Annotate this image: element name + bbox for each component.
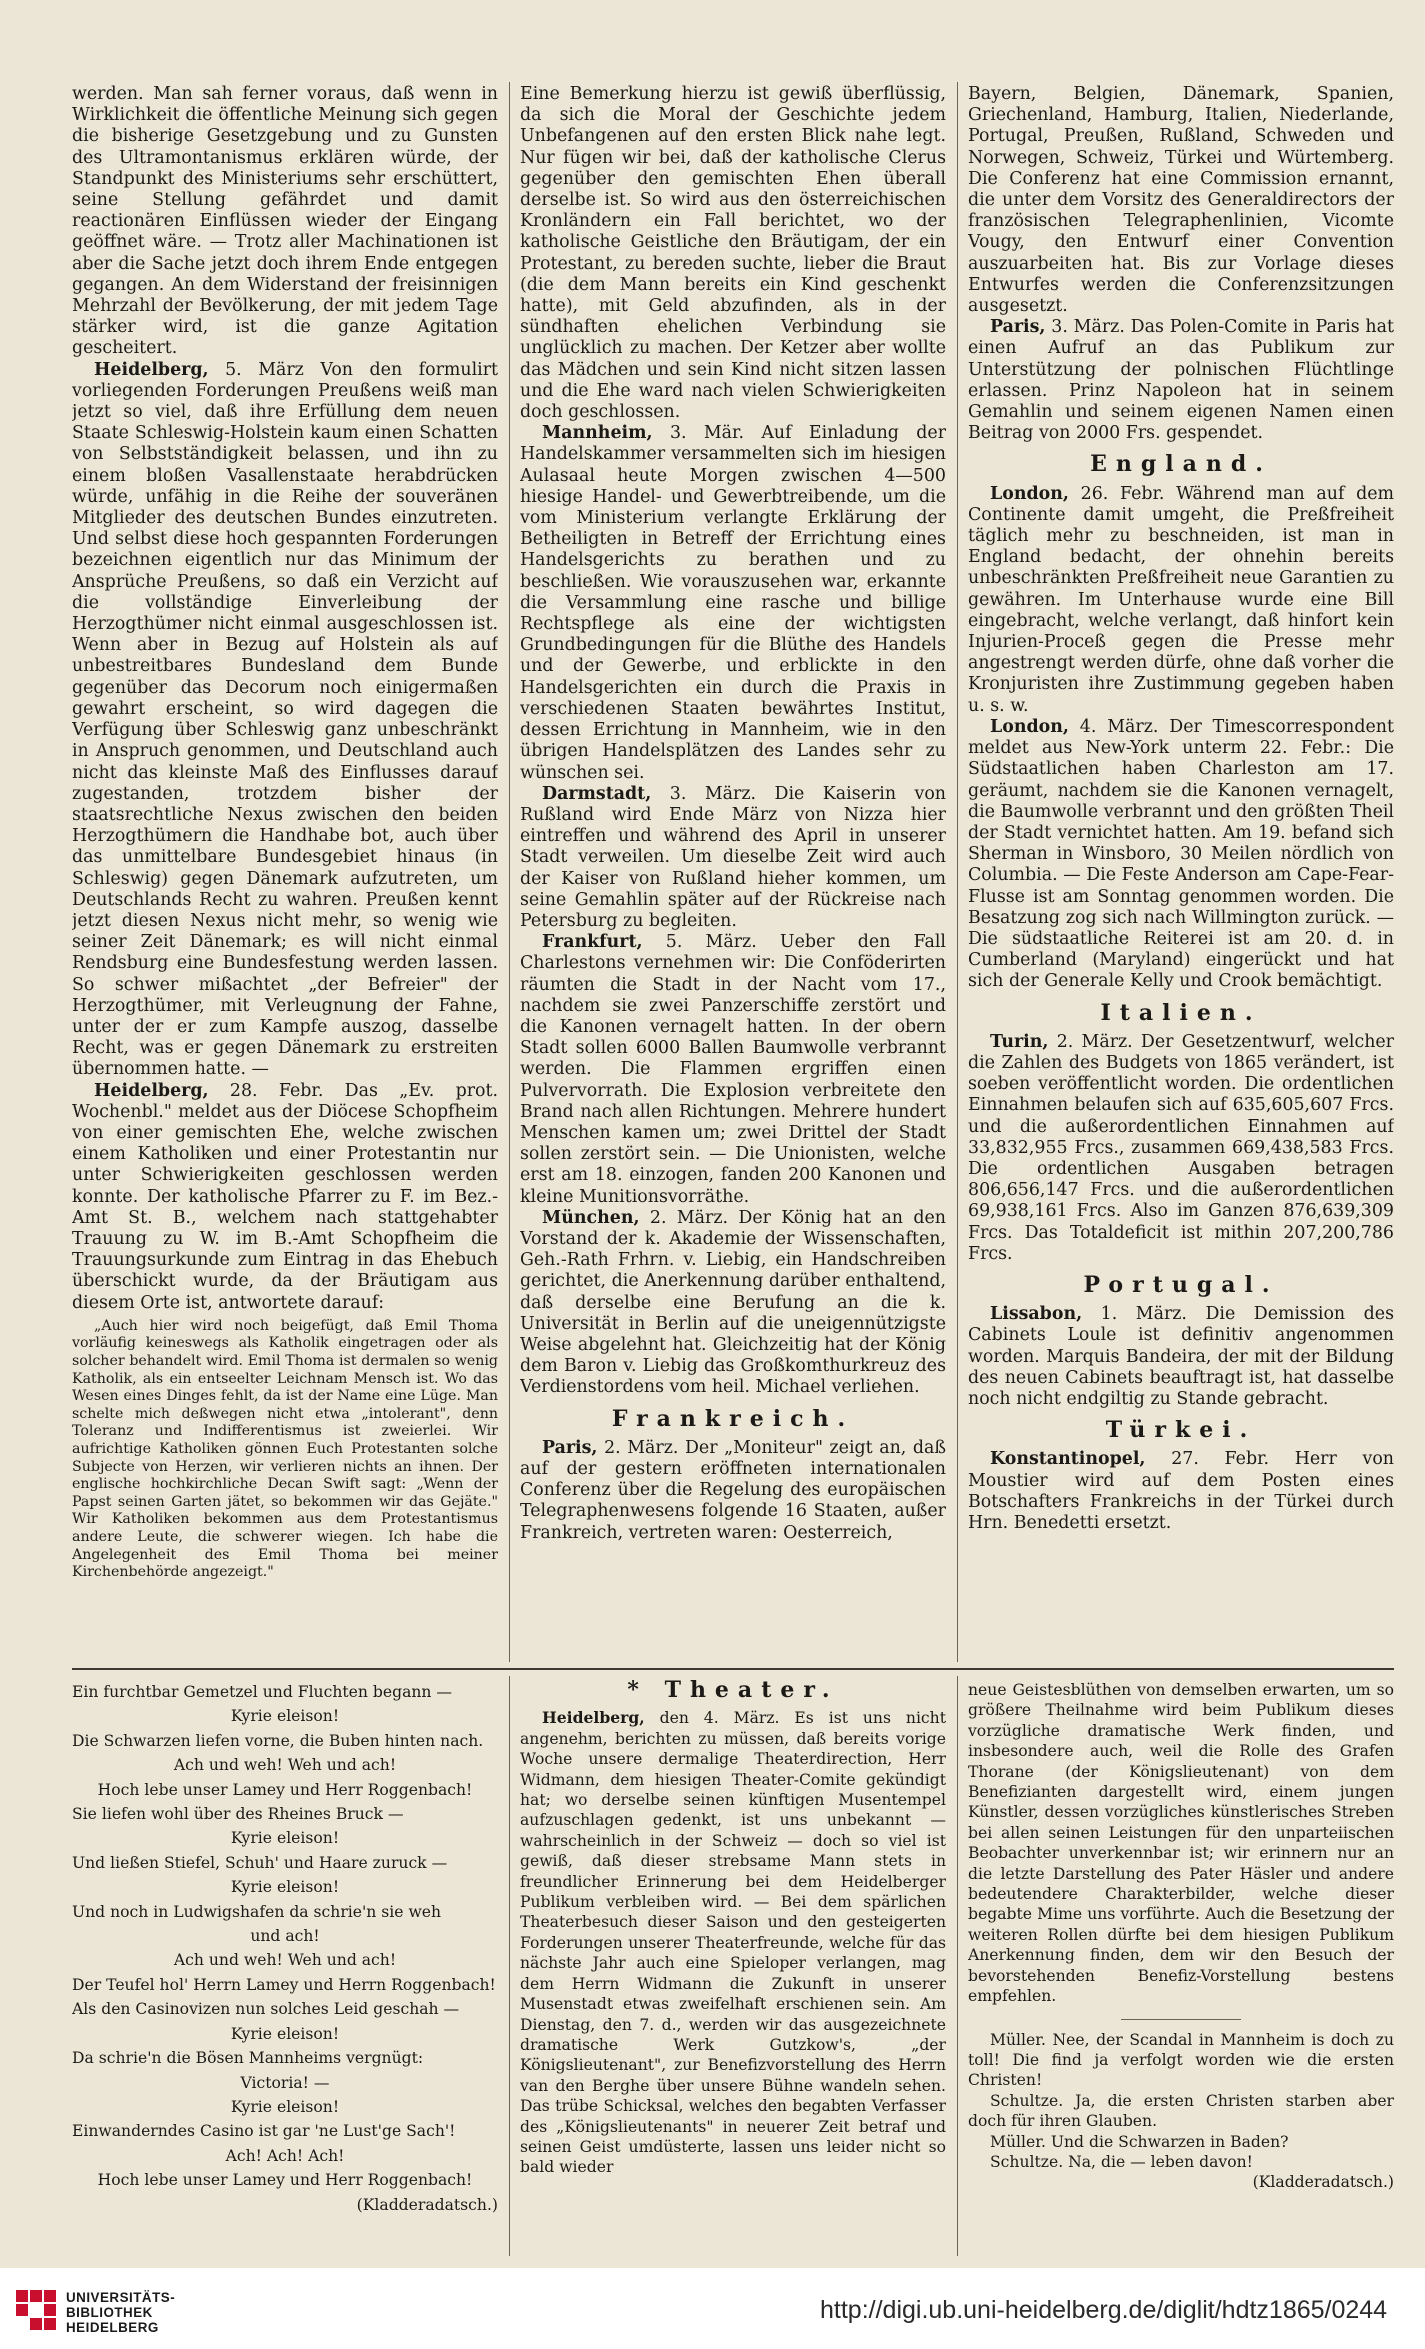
col1-p3-place: Heidelberg, [94,1080,209,1101]
poem-line-16: Da schrie'n die Bösen Mannheims vergnügt: [72,2049,424,2068]
col2-p3-text: 3. März. Die Kaiserin von Rußland wird Ende März von Nizza hier eintreffen und während des April in unserer Stadt verweilen. Um dieselbe Zeit wird auch der Kaiser von Rußland hieher kommen, um seine Gemahlin später auf der Rückreise nach Petersburg zu begleiten. [520,783,946,931]
col3-p5-text: 2. März. Der Gesetzentwurf, welcher die Zahlen des Budgets von 1865 verändert, ist soeben veröffentlicht worden. Die ordentlichen Einnahmen belaufen sich auf 635,605,607 Frcs. und die außerordentlichen Einnahmen auf 33,832,955 Frcs., zusammen 669,438,583 Frcs. Die ordentlichen Ausgaben betragen 806,656,147 Frcs. und die außerordentlichen 69,938,161 Frcs. Also im Ganzen 876,639,309 Frcs. Das Totaldeficit ist mithin 207,200,786 Frcs. [968,1031,1394,1264]
poem-line-21: Hoch lebe unser Lamey und Herr Roggenbach! [97,2171,473,2190]
poem-line-2: Kyrie eleison! [230,1707,340,1726]
col3-paragraph-2 [968,317,1394,444]
poem-line-3: Die Schwarzen liefen vorne, die Buben hinten nach. [72,1731,484,1750]
col3-p7-place: Konstantinopel, [990,1449,1146,1470]
poem-line-19: Einwanderndes Casino ist gar 'ne Lust'ge Sach'! [72,2122,456,2141]
theater-continuation-column [968,1680,1394,2255]
column-2 [520,84,946,1664]
col3-paragraph-1: Bayern, Belgien, Dänemark, Spanien, Griechenland, Hamburg, Italien, Niederlande, Portugal, Preußen, Rußland, Schweden und Norwegen, Schweiz, Türkei und Würtemberg. Die Conferenz hat eine Commission ernannt, die unter dem Vorsitz des Generaldirectors der französischen Telegraphenlinien, Vicomte Vougy, den Entwurf einer Convention auszuarbeiten hat. Bis zur Vorlage dieses Entwurfes werden die Conferenzsitzungen ausgesetzt. [968,84,1394,317]
col2-p4-text: 5. März. Ueber den Fall Charlestons vernehmen wir: Die Conföderirten räumten die Stadt in der Nacht vom 17., nachdem sie zwei Panzerschiffe zerstört und die Kanonen vernagelt hatten. In der obern Stadt sollen 6000 Ballen Baumwolle verbrannt werden. Die Flammen ergriffen einen Pulvervorrath. Die Explosion verbreitete den Brand nach allen Richtungen. Mehrere hundert Menschen kamen um; zwei Drittel der Stadt sollen zerstört sein. — Die Unionisten, welche erst am 18. einzogen, fanden 200 Kanonen und kleine Munitionsvorräthe. [520,932,946,1207]
poem-line-5: Hoch lebe unser Lamey und Herr Roggenbach! [97,1780,473,1799]
col2-paragraph-6 [520,1438,946,1544]
column-1 [72,84,498,1664]
col3-p4-place: London, [990,716,1069,737]
dialog-signature: (Kladderadatsch.) [1252,2173,1394,2192]
col1-paragraph-2 [72,360,498,1081]
poem-line-20: Ach! Ach! Ach! [225,2146,345,2165]
poem-line-13: Der Teufel hol' Herrn Lamey und Herrn Roggenbach! [72,1975,496,1994]
heading-tuerkei: Türkei. [1105,1417,1257,1444]
col3-paragraph-7 [968,1449,1394,1534]
column-divider-1 [509,82,510,1662]
theater-p1-text: den 4. März. Es ist uns nicht angenehm, berichten zu müssen, daß bereits vorige Woche unsere dermalige Theaterdirection, Herr Widmann, dem hiesigen Theater-Comite gekündigt hat; wo derselbe seinen künftigen Musentempel aufzuschlagen gedenkt, ist uns unbekannt — wahrscheinlich in der Schweiz — doch so viel ist gewiß, daß dieser strebsame Mann stets in freundlicher Erinnerung bei dem Heidelberger Publikum verbleiben wird. — Bei dem spärlichen Theaterbesuch dieser Saison und den gesteigerten Forderungen unserer Theaterfreunde, welche für das nächste Jahr auch eine Spieloper verlangen, mag dem Herrn Widmann die Zukunft in unserer Musenstadt etwas zweifelhaft erschienen sein. Am Dienstag, den 7. d., werden wir das ausgezeichnete dramatische Werk Gutzkow's, „der Königslieutenant", zur Benefizvorstellung des Herrn van den Berghe über unsere Bühne wandeln sehen. Das trübe Schicksal, welches den begabten Verfasser des „Königslieutenants" in neuerer Zeit betraf und seinen Geist umdüsterte, lassen uns leider nicht so bald wieder [520,1709,946,2177]
logo-line-3: HEIDELBERG [66,2320,159,2335]
column-divider-3 [509,1676,510,2256]
col2-p4-place: Frankfurt, [542,932,643,953]
col2-p5-text: 2. März. Der König hat an den Vorstand der k. Akademie der Wissenschaften, Geh.-Rath Frhrn. v. Liebig, ein Handschreiben gerichtet, die Anerkennung darüber enthaltend, daß derselbe eine Berufung an die k. Universität in Berlin auf die uneigennützigste Weise abgelehnt hat. Gleichzeitig hat der König dem Baron v. Liebig das Großkomthurkreuz des Verdienstordens vom heil. Michael verliehen. [520,1207,946,1398]
column-divider-2 [957,82,958,1662]
heading-england: England. [1090,451,1272,478]
poem-signature: (Kladderadatsch.) [356,2195,498,2214]
col3-p2-place: Paris, [990,317,1046,338]
col2-p2-place: Mannheim, [542,423,653,444]
poem-line-6: Sie liefen wohl über des Rheines Bruck — [72,1805,404,1824]
poem-line-9: Kyrie eleison! [230,1878,340,1897]
col1-paragraph-1: werden. Man sah ferner voraus, daß wenn in Wirklichkeit die öffentliche Meinung sich gegen die bisherige Gesetzgebung und zu Gunsten des Ultramontanismus erklären würde, der Standpunkt des Ministeriums sehr erschüttert, seine Stellung gefährdet und damit reactionären Einflüssen wieder der Eingang geöffnet wäre. — Trotz aller Machinationen ist aber die Sache jetzt doch ihrem Ende entgegen gegangen. An dem Widerstand der freisinnigen Mehrzahl der Bevölkerung, der mit jedem Tage stärker wird, ist die ganze Agitation gescheitert. [72,84,498,359]
col3-p7-text: 27. Febr. Herr von Moustier wird auf dem Posten eines Botschafters Frankreichs in der Türkei durch Hrn. Benedetti ersetzt. [968,1449,1394,1533]
logo-line-1: UNIVERSITÄTS- [66,2290,176,2305]
poem-line-1: Ein furchtbar Gemetzel und Fluchten begann — [72,1683,452,1701]
col2-paragraph-4 [520,932,946,1208]
library-footer [0,2268,1425,2349]
heading-portugal: Portugal. [1083,1271,1279,1298]
dialog-line-3: Müller. Und die Schwarzen in Baden? [990,2132,1289,2151]
col2-paragraph-3 [520,784,946,932]
poem-line-4: Ach und weh! Weh und ach! [173,1756,397,1775]
feuilleton-divider [72,1668,1394,1670]
poem-line-15: Kyrie eleison! [230,2024,340,2043]
col3-p3-text: 26. Febr. Während man auf dem Continente damit umgeht, die Preßfreiheit täglich mehr zu beschneiden, ist man in England bedacht, der ohnehin bereits unbeschränkten Preßfreiheit neue Garantien zu gewähren. Im Unterhause wurde eine Bill eingebracht, welche verlangt, daß hinfort kein Injurien-Proceß gegen die Presse mehr angestrengt werden dürfe, ohne daß vorher die Kronjuristen ihre Zustimmung gegeben haben u. s. w. [968,483,1394,716]
poem-line-17: Victoria! — [240,2073,330,2092]
col2-p5-place: München, [542,1207,640,1228]
col3-p2-text: 3. März. Das Polen-Comite in Paris hat einen Aufruf an das Publikum zur Unterstützung der polnischen Flüchtlinge erlassen. Prinz Napoleon hat in seinem Gemahlin und seinem eigenen Namen einen Beitrag von 2000 Frs. gespendet. [968,317,1394,444]
poem-line-14: Als den Casinovizen nun solches Leid geschah — [72,2000,460,2019]
poem-line-8: Und ließen Stiefel, Schuh' und Haare zuruck — [72,1853,448,1872]
theater-paragraph-1 [520,1708,946,2177]
library-logo-text [66,2290,175,2335]
dialog-line-1: Müller. Nee, der Scandal in Mannheim is doch zu toll! Die find ja verfolgt worden wie die ersten Christen! [968,2030,1394,2090]
col3-paragraph-5 [968,1032,1394,1265]
col3-paragraph-6 [968,1304,1394,1410]
col2-p2-text: 3. Mär. Auf Einladung der Handelskammer versammelten sich im hiesigen Aulasaal heute Morgen zwischen 4—500 hiesige Handel- und Gewerbtreibende, um die vom Ministerium verlangte Erklärung der Betheiligten in Betreff der Errichtung eines Handelsgerichts zu berathen und zu beschließen. Wie vorauszusehen war, erkannte die Versammlung eine rasche und billige Rechtspflege als eine der wichtigsten Grundbedingungen für die Blüthe des Handels und der Gewerbe, und erblickte in den Handelsgerichten ein durch die Praxis in verschiedenen Staaten bewährtes Institut, dessen Errichtung in Mannheim, wie in den übrigen Handelsplätzen des Landes sehr zu wünschen sei. [520,423,946,783]
heading-frankreich: Frankreich. [611,1405,855,1432]
col2-p6-place: Paris, [542,1437,598,1458]
col1-p2-text: 5. März Von den formulirt vorliegenden Forderungen Preußens weiß man jetzt so viel, daß ihre Erfüllung dem neuen Staate Schleswig-Holstein kaum einen Schatten von Selbstständigkeit belassen, und ihn zu einem bloßen Vasallenstaate herabdrücken würde, unfähig in die Reihe der souveränen Mitglieder des deutschen Bundes einzutreten. Und selbst diese hoch gespannten Forderungen bezeichnen eigentlich nur das Minimum der Ansprüche Preußens, so daß ein Verzicht auf die vollständige Einverleibung der Herzogthümer nicht einmal ausgeschlossen ist. Wenn aber in Bezug auf Holstein als auf unbestreitbares Bundesland dem Bunde gegenüber das Decorum noch einigermaßen gewahrt erscheint, so wird dagegen die Verfügung über Schleswig ganz unbeschränkt in Anspruch genommen, und Deutschland auch nicht das kleinste Maß des Einflusses darauf zugestanden, trotzdem bisher der staatsrechtliche Nexus zwischen den beiden Herzogthümern die Handhabe bot, auch über das unmittelbare Bundesgebiet hinaus (in Schleswig) gegen Dänemark aufzutreten, um Deutschlands Recht zu wahren. Preußen kennt jetzt diesen Nexus nicht mehr, so wenig wie seiner Zeit Dänemark; es will nicht einmal Rendsburg eine Bundesfestung werden lassen. So schwer mißachtet „der Befreier" der Herzogthümer, mit Verleugnung der Fahne, unter der er zum Kampfe auszog, dasselbe Recht, was er gegen Dänemark zu erstreiten übernommen hatte. — [72,359,498,1080]
col3-p5-place: Turin, [990,1031,1049,1052]
col3-paragraph-3 [968,484,1394,717]
dialog-line-2: Schultze. Ja, die ersten Christen starben aber doch für ihren Glauben. [968,2091,1394,2131]
logo-line-2: BIBLIOTHEK [66,2305,153,2320]
poem-line-7: Kyrie eleison! [230,1829,340,1848]
poem-line-12: Ach und weh! Weh und ach! [173,1951,397,1970]
poem-line-10: Und noch in Ludwigshafen da schrie'n sie weh [72,1902,442,1921]
col3-p4-text: 4. März. Der Timescorrespondent meldet aus New-York unterm 22. Febr.: Die Südstaatlichen haben Charleston am 17. geräumt, nachdem sie die Kanonen vernagelt, die Baumwolle verbrannt und den größten Theil der Stadt vernichtet hatten. Am 19. befand sich Sherman in Winsboro, 30 Meilen nördlich von Columbia. — Die Feste Anderson am Cape-Fear-Flusse ist am Sonntag genommen worden. Die Besatzung zog sich nach Willmington zurück. — Die südstaatliche Reiterei ist am 20. d. in Cumberland (Maryland) eingerückt und hat sich der Generale Kelly und Crook bemächtigt. [968,716,1394,992]
col2-paragraph-5 [520,1208,946,1399]
col1-quote: „Auch hier wird noch beigefügt, daß Emil Thoma vorläufig keineswegs als Katholik eingetragen oder als solcher behandelt wird. Emil Thoma ist dermalen so wenig Katholik, als ein entseelter Leichnam Mensch ist. Wo das Wesen eines Dinges fehlt, da ist der Name eine Lüge. Man schelte mich deßwegen nicht etwa „intolerant", denn Toleranz und Indifferentismus ist zweierlei. Wir aufrichtige Katholiken gönnen Euch Protestanten solche Subjecte von Herzen, wir verlieren nichts an ihnen. Der englische hochkirchliche Decan Swift sagt: „Wenn der Papst seinen Garten jätet, so bekommen wir das Gejäte." Wir Katholiken bekommen aus dem Protestantismus andere Leute, die schwerer wiegen. Ich habe die Angelegenheit des Emil Thoma bei meiner Kirchenbehörde angezeigt." [72,1317,498,1581]
theater-column [520,1680,946,2255]
col1-p2-place: Heidelberg, [94,359,209,380]
digital-object-url[interactable]: http://digi.ub.uni-heidelberg.de/diglit/hdtz1865/0244 [820,2296,1388,2324]
library-logo-icon [14,2288,58,2332]
col2-p3-place: Darmstadt, [542,783,652,804]
col2-paragraph-1: Eine Bemerkung hierzu ist gewiß überflüssig, da sich die Moral der Geschichte jedem Unbefangenen auf den ersten Blick nahe legt. Nur fügen wir bei, daß der katholische Clerus gegenüber den gemischten Ehen überall derselbe ist. So wird aus den österreichischen Kronländern ein Fall berichtet, wo der katholische Geistliche den Bräutigam, der ein Protestant, zu bereden suchte, lieber die Braut (die dem Mann bereits ein Kind geschenkt hatte), mit Geld abzufinden, als in der sündhaften ehelichen Verbindung sie unglücklich zu machen. Der Ketzer aber wollte das Mädchen und sein Kind nicht sitzen lassen und die Ehe ward nach vielen Schwierigkeiten doch geschlossen. [520,84,946,423]
theater-title: * Theater. [627,1680,839,1703]
dialog-divider [1121,2019,1241,2020]
theater-place: Heidelberg, [542,1708,645,1728]
poem-line-11: und ach! [250,1927,320,1946]
col3-paragraph-4 [968,717,1394,993]
poem-line-18: Kyrie eleison! [230,2097,340,2116]
column-3 [968,84,1394,1664]
poem-column [72,1680,498,2255]
col1-p3-text: 28. Febr. Das „Ev. prot. Wochenbl." meldet aus der Diöcese Schopfheim von einer gemischten Ehe, welche zwischen einem Katholiken und einer Protestantin nur unter Schwierigkeiten geschlossen werden konnte. Der katholische Pfarrer zu F. im Bez.-Amt St. B., welchem nach stattgehabter Trauung zu W. im B.-Amt Schopfheim die Trauungsurkunde zum Eintrag in das Ehebuch überschickt wurde, da der Bräutigam aus diesem Orte ist, antwortete darauf: [72,1080,498,1313]
heading-italien: Italien. [1100,999,1262,1026]
dialog-line-4: Schultze. Na, die — leben davon! [990,2152,1253,2171]
col3-p3-place: London, [990,483,1069,504]
col1-paragraph-3 [72,1081,498,1314]
col3-p6-place: Lissabon, [990,1304,1083,1325]
theater-paragraph-2: neue Geistesblüthen von demselben erwarten, um so größere Theilnahme wird beim Publikum dieses vorzügliche dramatische Werk finden, und insbesondere auch, weil die Rolle des Grafen Thorane (der Königslieutenant) von dem Benefizianten dargestellt wird, einem jungen Künstler, dessen vorzügliches künstlerisches Streben bei allen seinen Leistungen für den unparteiischen Beobachter unverkennbar ist; wir erinnern nur an die letzte Darstellung des Pater Häsler und andere bedeutendere Charakterbilder, welche dieser begabte Mime uns vorführte. Auch die Besetzung der weiteren Rollen dürfte bei dem hiesigen Publikum Anerkennung finden, dem wir den Besuch der bevorstehenden Benefiz-Vorstellung bestens empfehlen. [968,1681,1394,2006]
col2-p6-text: 2. März. Der „Moniteur" zeigt an, daß auf der gestern eröffneten internationalen Conferenz über die Regelung des europäischen Telegraphenwesens folgende 16 Staaten, außer Frankreich, vertreten waren: Oesterreich, [520,1437,946,1543]
col2-paragraph-2 [520,423,946,783]
col3-p6-text: 1. März. Die Demission des Cabinets Loule ist definitiv angenommen worden. Marquis Bandeira, der mit der Bildung des neuen Cabinets beauftragt ist, hat dasselbe noch nicht endgiltig zu Stande gebracht. [968,1304,1394,1409]
column-divider-4 [957,1676,958,2256]
